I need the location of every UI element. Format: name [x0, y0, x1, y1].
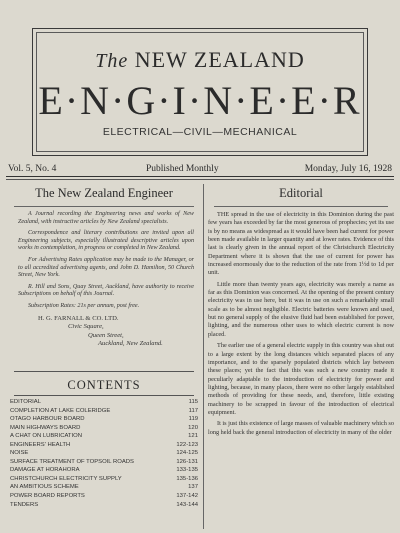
contents-item-title: MAIN HIGHWAYS BOARD	[10, 424, 81, 431]
contents-item	[10, 407, 200, 416]
journal-paragraph: For Advertising Rates application may be made to the Manager, or to all accredited advertising agents, and John D. Hamilton, 50 Church Street, New York.	[18, 256, 194, 279]
editorial-paragraph: The earlier use of a general electric supply in this country was shut out to a large extent by the long distances which separated places of any importance, and to the sparsely populated districts which lay between these places; yet the fact that this was such a new country made it peculiarly adaptable to the introduction of electricity for power and lighting, because, in many places, there were no other largely established methods of providing for these needs, and, therefore, little existing machinery to be scrapped in favour of the introduction of electrical equipment.	[208, 342, 394, 416]
contents-item-title: NOISE	[10, 450, 29, 457]
contents-item	[10, 415, 200, 424]
journal-paragraph: Correspondence and literary contributions are invited upon all Engineering subjects, especially illustrated descriptive articles upon works in contemplation, in progress or completed in New Zealand.	[18, 230, 194, 252]
contents-item	[10, 398, 200, 407]
contents-item	[10, 449, 200, 458]
issue-date: Monday, July 16, 1928	[304, 164, 392, 174]
contents-title: CONTENTS	[67, 378, 141, 392]
column-divider	[203, 184, 204, 529]
issue-frequency: Published Monthly	[146, 164, 219, 174]
publisher-block	[8, 315, 200, 349]
contents-item-title: POWER BOARD REPORTS	[10, 493, 85, 500]
contents-item-page: 121	[188, 433, 198, 440]
issue-volume: Vol. 5, No. 4	[8, 164, 57, 174]
editorial-title: Editorial	[279, 186, 323, 200]
address-line: Civic Square,	[68, 323, 104, 331]
address-line: Auckland, New Zealand.	[98, 340, 163, 348]
contents-item-page: 137-142	[176, 493, 198, 500]
journal-info-title: The New Zealand Engineer	[35, 186, 173, 200]
issue-rule-thin	[6, 179, 394, 180]
journal-info-column	[8, 186, 200, 349]
editorial-rule	[214, 206, 388, 207]
contents-item	[10, 492, 200, 501]
contents-item-page: 119	[188, 416, 198, 423]
editorial-paragraph: Little more than twenty years ago, electricity was merely a name as far as this Dominion was concerned. At the opening of the present century electricity was in use here, but it was in use on such a remarkably small scale as to be almost negligible. Electric batteries were known and used, but no general supply of the elusive fluid had been established for power, lighting, and the numerous other uses to which electric current is now placed.	[208, 280, 394, 338]
contents-item-title: OTAGO HARBOUR BOARD	[10, 416, 85, 423]
contents-item	[10, 483, 200, 492]
contents-item-page: 117	[188, 407, 198, 414]
contents-item-page: 122-123	[176, 441, 198, 448]
contents-item-title: EDITORIAL	[10, 399, 41, 405]
contents-item-page: 120	[188, 424, 198, 431]
contents-item	[10, 432, 200, 441]
contents-item	[10, 424, 200, 433]
journal-paragraph: A Journal recording the Engineering news and works of New Zealand, with instructive articles by New Zealand specialists.	[18, 211, 194, 225]
contents-item-title: DAMAGE AT HORAHORA	[10, 467, 80, 474]
contents-item-title: AN AMBITIOUS SCHEME	[10, 484, 79, 491]
contents-item-page: 124-125	[176, 450, 198, 457]
contents-item-title: COMPLETION AT LAKE COLERIDGE	[10, 407, 111, 414]
editorial-paragraph: It is just this existence of large masses of valuable machinery which so long held back the general introduction of electricity in many of the older	[208, 420, 394, 436]
issue-bar	[6, 164, 394, 180]
contents-item-page: 135-136	[176, 475, 198, 482]
contents-item-page: 115	[188, 399, 198, 405]
masthead-the: The	[95, 50, 129, 72]
contents-item	[10, 466, 200, 475]
contents-item-page: 126-131	[176, 458, 198, 465]
contents-list	[10, 398, 200, 509]
editorial-paragraph: THE spread in the use of electricity in this Dominion during the past few years has exceeded by far the most generous of prophecies; yet its use is by no means as widespread as it would have been had current for power been made available in larger quantity and at lower rates. Evidence of this last is clearly given in the annual report of the Christchurch Electricity Department where it is shown that the use of current for power has increased enormously due to the reduction of the rate from 1½d to 1d per unit.	[208, 211, 394, 277]
contents-item-page: 133-135	[176, 467, 198, 474]
contents-rule-top	[14, 371, 194, 372]
masthead-country: NEW ZEALAND	[134, 47, 305, 72]
issue-rule	[6, 176, 394, 177]
contents-item-title: TENDERS	[10, 501, 39, 508]
contents-item-title: CHRISTCHURCH ELECTRICITY SUPPLY	[10, 475, 122, 482]
contents-item-title: SURFACE TREATMENT OF TOPSOIL ROADS	[10, 458, 134, 465]
contents-item-title: ENGINEERS' HEALTH	[10, 441, 71, 448]
publisher-name: H. G. FARNALL & CO. LTD.	[38, 314, 119, 322]
contents-rule-bottom	[14, 395, 194, 396]
contents-item	[10, 458, 200, 467]
contents-item	[10, 475, 200, 484]
contents-item-page: 137	[188, 484, 198, 491]
contents-item	[10, 501, 200, 510]
editorial-column	[208, 186, 394, 440]
contents-item	[10, 441, 200, 450]
masthead	[32, 28, 368, 156]
masthead-title-top	[33, 47, 367, 73]
journal-info-rule	[14, 206, 194, 207]
contents-item-page: 143-144	[176, 501, 198, 508]
journal-paragraph: R. Hill and Sons, Quay Street, Auckland, have authority to receive Subscriptions on behalf of this Journal.	[18, 283, 194, 298]
contents-item-title: A CHAT ON LUBRICATION	[10, 433, 83, 440]
masthead-subtitle: ELECTRICAL—CIVIL—MECHANICAL	[102, 126, 298, 138]
address-line: Queen Street,	[88, 331, 124, 339]
masthead-title-main: E·N·G·I·N·E·E·R	[38, 78, 362, 123]
journal-paragraph: Subscription Rates: 21s per annum, post free.	[28, 302, 140, 309]
